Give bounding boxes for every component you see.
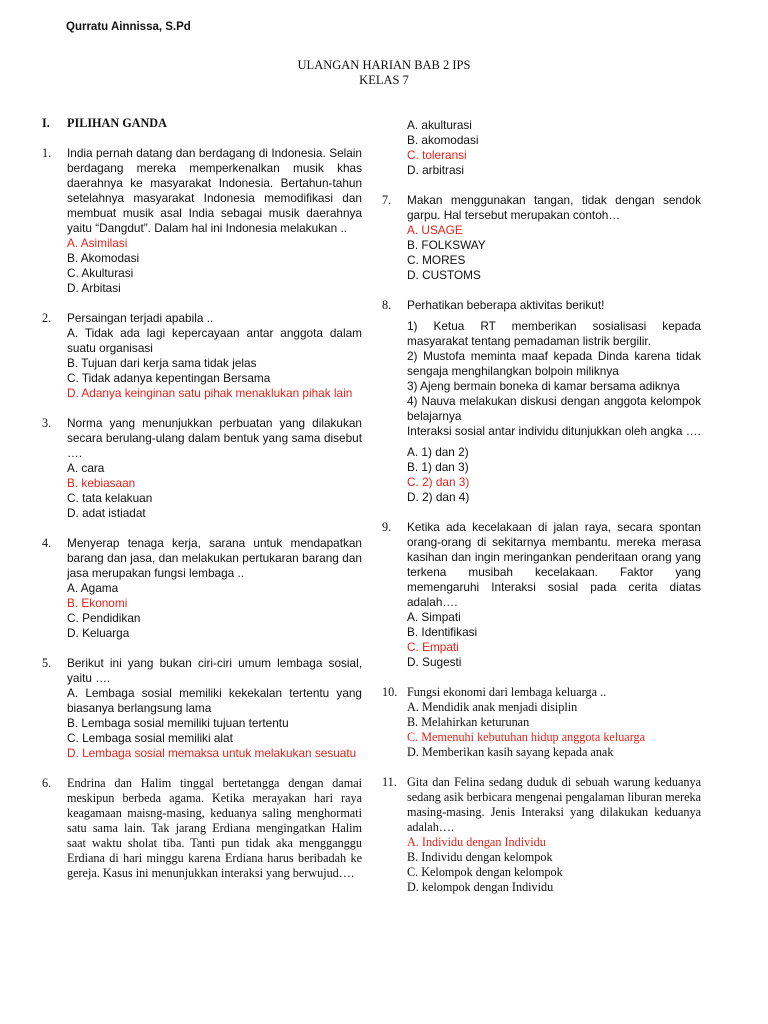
question-number: 1. — [42, 146, 52, 160]
question-9 — [376, 520, 701, 670]
option-c: C. Pendidikan — [67, 611, 141, 625]
question-number: 7. — [382, 193, 392, 207]
option-b: B. Tujuan dari kerja sama tidak jelas — [67, 356, 257, 370]
question-11 — [376, 775, 701, 895]
exam-header — [0, 58, 768, 88]
option-c: C. toleransi — [407, 148, 467, 162]
option-b: B. FOLKSWAY — [407, 238, 486, 252]
option-a: A. Tidak ada lagi kepercayaan antar anggota dalam suatu organisasi — [67, 326, 362, 355]
option-d: D. Sugesti — [407, 655, 462, 669]
question-text: Persaingan terjadi apabila .. — [67, 311, 214, 325]
option-b: B. Akomodasi — [67, 251, 140, 265]
option-b: B. 1) dan 3) — [407, 460, 469, 474]
option-d: D. Keluarga — [67, 626, 130, 640]
question-text: Menyerap tenaga kerja, sarana untuk mendapatkan barang dan jasa, dan melakukan pertukaran barang dan jasa merupakan fungsi lembaga .. — [67, 536, 362, 580]
question-3 — [36, 416, 362, 521]
option-c: C. tata kelakuan — [67, 491, 153, 505]
question-text: Ketika ada kecelakaan di jalan raya, secara spontan orang-orang di sekitarnya membantu. mereka merasa kasihan dan ingin meringankan penderitaan orang yang terkena musibah kecelakaan. Faktor yang memengaruhi Interaksi sosial pada cerita diatas adalah…. — [407, 520, 701, 609]
question-number: 8. — [382, 298, 392, 312]
option-b: B. Individu dengan kelompok — [407, 850, 553, 864]
question-text: Endrina dan Halim tinggal bertetangga dengan damai meskipun berbeda agama. Ketika merayakan hari raya keagamaan maisng-masing, keduanya saling menghormati satu sama lain. Tak jarang Erdiana mengingatkan Halim saat waktu sholat tiba. Tanti pun tidak aka mengganggu Erdiana di hari minggu karena Erdiana harus beribadah ke gereja. Kasus ini menunjukkan interaksi yang berwujud…. — [67, 776, 362, 880]
question-text: Gita dan Felina sedang duduk di sebuah warung keduanya sedang asik berbicara mengenai pengalaman liburan mereka masing-masing. Jenis Interaksi yang dilakukan keduanya adalah…. — [407, 775, 701, 834]
option-a: A. akulturasi — [407, 118, 472, 132]
option-c: C. Kelompok dengan kelompok — [407, 865, 563, 879]
option-c: C. Empati — [407, 640, 459, 654]
option-d: D. adat istiadat — [67, 506, 146, 520]
option-c: C. Memenuhi kebutuhan hidup anggota keluarga — [407, 730, 646, 744]
activity-4: 4) Nauva melakukan diskusi dengan anggota kelompok belajarnya — [407, 394, 701, 423]
question-5 — [36, 656, 362, 761]
question-number: 9. — [382, 520, 392, 534]
question-text: Berikut ini yang bukan ciri-ciri umum lembaga sosial, yaitu …. — [67, 656, 362, 685]
option-d: D. 2) dan 4) — [407, 490, 470, 504]
option-d: D. Adanya keinginan satu pihak menaklukan pihak lain — [67, 386, 353, 400]
option-a: A. Mendidik anak menjadi disiplin — [407, 700, 578, 714]
author-name: Qurratu Ainnissa, S.Pd — [66, 21, 191, 33]
question-text: India pernah datang dan berdagang di Indonesia. Selain berdagang mereka memperkenalkan musik khas daerahnya ke masyarakat Indonesia. Bertahun-tahun setelahnya masyarakat Indonesia memodifikasi dan membuat musik asal India sebagai musik daerahnya yaitu “Dangdut”. Dalam hal ini Indonesia melakukan .. — [67, 146, 362, 235]
section-number: I. — [42, 116, 50, 130]
option-a: A. Asimilasi — [67, 236, 128, 250]
option-d: D. kelompok dengan Individu — [407, 880, 554, 894]
section-title — [42, 116, 362, 131]
question-text: Norma yang menunjukkan perbuatan yang dilakukan secara berulang-ulang dalam bentuk yang sama disebut …. — [67, 416, 362, 460]
right-column — [376, 118, 701, 910]
option-b: B. kebiasaan — [67, 476, 136, 490]
question-number: 11. — [382, 775, 397, 789]
exam-title: ULANGAN HARIAN BAB 2 IPS — [297, 58, 471, 72]
option-a: A. Individu dengan Individu — [407, 835, 546, 849]
left-column — [36, 116, 362, 896]
question-7 — [376, 193, 701, 283]
question-number: 3. — [42, 416, 52, 430]
activity-1: 1) Ketua RT memberikan sosialisasi kepada masyarakat tentang pemadaman listrik bergilir. — [407, 319, 701, 348]
option-a: A. 1) dan 2) — [407, 445, 469, 459]
option-d: D. Lembaga sosial memaksa untuk melakukan sesuatu — [67, 746, 357, 760]
option-b: B. Melahirkan keturunan — [407, 715, 530, 729]
option-b: B. Identifikasi — [407, 625, 478, 639]
section-label: PILIHAN GANDA — [67, 116, 167, 130]
question-1 — [36, 146, 362, 296]
question-number: 5. — [42, 656, 52, 670]
question-text: Fungsi ekonomi dari lembaga keluarga .. — [407, 685, 607, 699]
option-b: B. Lembaga sosial memiliki tujuan tertentu — [67, 716, 289, 730]
option-c: C. Akulturasi — [67, 266, 134, 280]
question-number: 4. — [42, 536, 52, 550]
question-8 — [376, 298, 701, 505]
question-number: 2. — [42, 311, 52, 325]
option-d: D. Arbitasi — [67, 281, 121, 295]
option-a: A. USAGE — [407, 223, 463, 237]
activity-2: 2) Mustofa meminta maaf kepada Dinda karena tidak sengaja menghilangkan bolpoin miliknya — [407, 349, 701, 378]
question-4 — [36, 536, 362, 641]
question-text: Perhatikan beberapa aktivitas berikut! — [407, 298, 605, 312]
activity-list — [407, 319, 701, 439]
activity-3: 3) Ajeng bermain boneka di kamar bersama adiknya — [407, 379, 680, 393]
question-number: 6. — [42, 776, 52, 790]
exam-class: KELAS 7 — [359, 73, 409, 87]
option-a: A. cara — [67, 461, 105, 475]
option-b: B. Ekonomi — [67, 596, 128, 610]
question-6-options — [376, 118, 701, 178]
option-a: A. Simpati — [407, 610, 461, 624]
question-prompt: Interaksi sosial antar individu ditunjukkan oleh angka …. — [407, 424, 701, 438]
option-c: C. 2) dan 3) — [407, 475, 470, 489]
option-d: D. Memberikan kasih sayang kepada anak — [407, 745, 614, 759]
question-text: Makan menggunakan tangan, tidak dengan sendok garpu. Hal tersebut merupakan contoh… — [407, 193, 701, 222]
option-d: D. arbitrasi — [407, 163, 465, 177]
option-d: D. CUSTOMS — [407, 268, 481, 282]
question-6 — [36, 776, 362, 881]
option-c: C. Lembaga sosial memiliki alat — [67, 731, 233, 745]
option-c: C. Tidak adanya kepentingan Bersama — [67, 371, 271, 385]
option-a: A. Lembaga sosial memiliki kekekalan tertentu yang biasanya berlangsung lama — [67, 686, 362, 715]
question-10 — [376, 685, 701, 760]
question-2 — [36, 311, 362, 401]
option-b: B. akomodasi — [407, 133, 479, 147]
option-c: C. MORES — [407, 253, 466, 267]
question-number: 10. — [382, 685, 398, 699]
option-a: A. Agama — [67, 581, 119, 595]
